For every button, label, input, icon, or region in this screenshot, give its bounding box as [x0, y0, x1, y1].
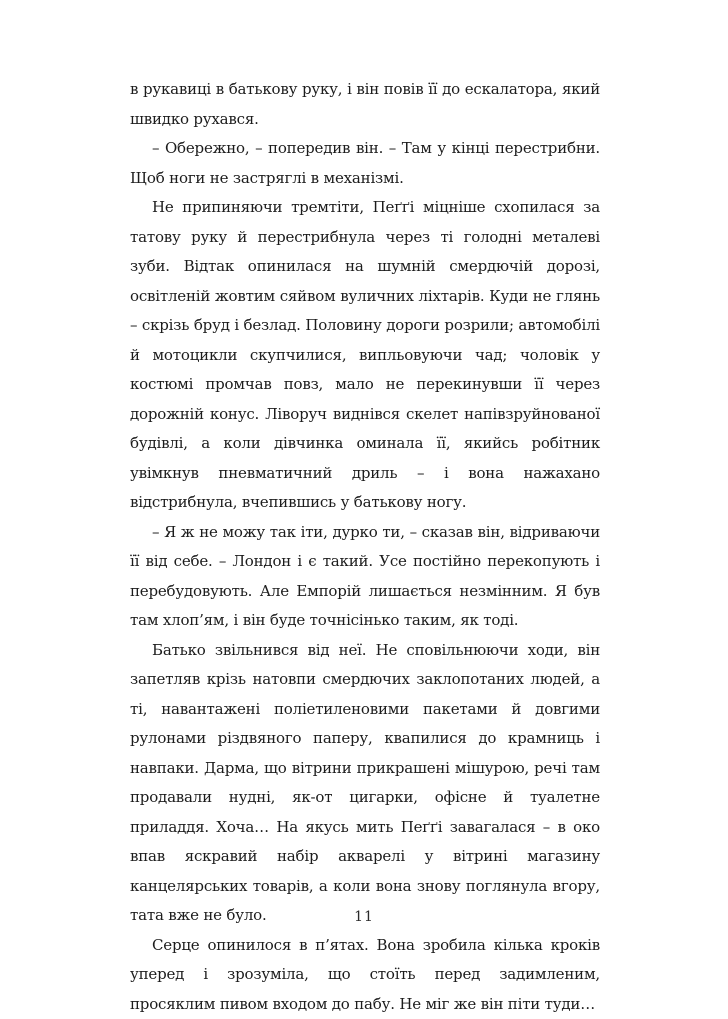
page-number: 11 — [0, 909, 728, 925]
paragraph-4: – Я ж не можу так іти, дурко ти, – сказав він, відриваючи її від себе. – Лондон і є такий. Усе постійно перекопують і перебудовують. Але Емпорій лишається незмінним. Я був там хлоп’ям, і він буде точнісінько таким, як тоді. — [130, 518, 600, 636]
paragraph-5: Батько звільнився від неї. Не сповільнюючи ходи, він запетляв крізь натовпи смердючих заклопотаних людей, а ті, навантажені поліетиленовими пакетами й довгими рулонами різдвяного паперу, квапилися до крамниць і навпаки. Дарма, що вітрини прикрашені мішурою, речі там продавали нудні, як-от цигарки, офісне й туалетне приладдя. Хоча… На якусь мить Пеґґі завагалася – в око впав яскравий набір акварелі у вітрині магазину канцелярських товарів, а коли вона знову поглянула вгору, тата вже не було. — [130, 636, 600, 931]
paragraph-1: в рукавиці в батькову руку, і він повів її до ескалатора, який швидко рухався. — [130, 75, 600, 134]
body-text — [130, 75, 600, 1019]
paragraph-3: Не припиняючи тремтіти, Пеґґі міцніше схопилася за татову руку й перестрибнула через ті голодні металеві зуби. Відтак опинилася на шумній смердючій дорозі, освітленій жовтим сяйвом вуличних ліхтарів. Куди не глянь – скрізь бруд і безлад. Половину дороги розрили; автомобілі й мотоцикли скупчилися, випльовуючи чад; чоловік у костюмі промчав повз, мало не перекинувши її через дорожній конус. Ліворуч виднівся скелет напівзруйнованої будівлі, а коли дівчинка оминала її, якийсь робітник увімкнув пневматичний дриль – і вона нажахано відстрибнула, вчепившись у батькову ногу. — [130, 193, 600, 518]
paragraph-2: – Обережно, – попередив він. – Там у кінці перестрибни. Щоб ноги не застряглі в механізмі. — [130, 134, 600, 193]
paragraph-6: Серце опинилося в п’ятах. Вона зробила кілька кроків уперед і зрозуміла, що стоїть перед задимленим, просяклим пивом входом до пабу. Не міг же він піти туди… — [130, 931, 600, 1019]
